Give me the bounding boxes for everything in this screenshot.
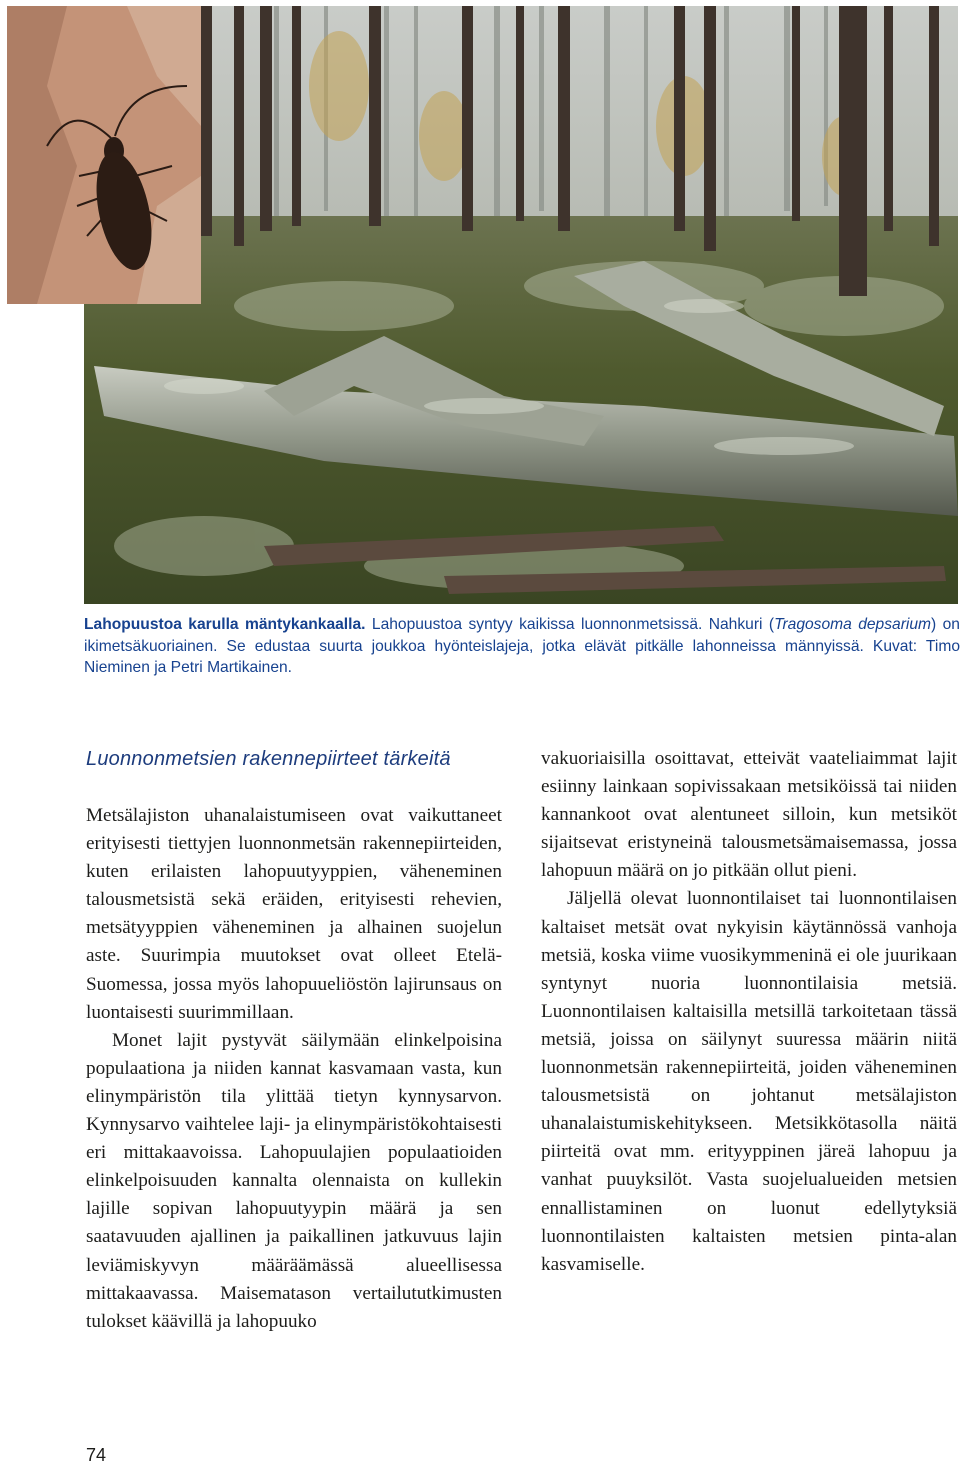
beetle-inset-photo	[7, 6, 201, 304]
page-number: 74	[86, 1445, 107, 1465]
paragraph: Monet lajit pystyvät säilymään elinkelpoisina populaationa ja niiden kannat kasvamaan vasta, kun elinympäristön tila ylittää tietyn kynnysarvon. Kynnysarvo vaihtelee laji- ja elinympäristökohtaisesti eri mittakaavoissa. Lahopuulajien populaatioiden elinkelpoisuuden kannalta olennaista on kullekin lajille sopivan lahopuutyypin määrä ja sen saatavuuden ajallinen ja paikallinen jatkuvuus lajin leviämiskyvyn määräämässä alueellisessa mittakaavassa. Maisematason vertailututkimusten tulokset käävillä ja lahopuuko	[86, 1029, 502, 1332]
body-column-left	[86, 802, 502, 1336]
body-column-right	[541, 745, 957, 1279]
caption-text-1: Lahopuustoa syntyy kaikissa luonnonmetsissä. Nahkuri (	[365, 616, 775, 633]
paragraph: vakuoriaisilla osoittavat, etteivät vaateliaimmat lajit esiinny lainkaan sopivissakaan metsiköissä tai niiden kannankoot ovat alentuneet silloin, kun metsiköt sijaitsevat eristyneinä talousmetsämaisemassa, jossa lahopuun määrä on jo pitkään ollut pieni.	[541, 748, 957, 882]
section-heading: Luonnonmetsien rakennepiirteet tärkeitä	[86, 748, 451, 770]
paragraph: Metsälajiston uhanalaistumiseen ovat vaikuttaneet erityisesti tiettyjen luonnonmetsän rakennepiirteiden, kuten erilaisten lahopuutyyppien, väheneminen talousmetsistä sekä eräiden, erityisesti rehevien, metsätyyppien väheneminen ja alhainen suojelun aste. Suurimpia muutokset ovat olleet Etelä-Suomessa, jossa myös lahopuueliöstön lajirunsaus on luontaisesti suurimmillaan.	[86, 805, 502, 1023]
caption-species-name: Tragosoma depsarium	[774, 616, 932, 633]
photo-caption	[84, 614, 960, 679]
paragraph: Jäljellä olevat luonnontilaiset tai luonnontilaisen kaltaiset metsät ovat nykyisin käytännössä vanhoja metsiä, koska viime vuosikymmeninä ei ole juurikaan syntynyt nuoria luonnontilaisia metsiä. Luonnontilaisen kaltaisilla metsillä tarkoitetaan tässä metsiä, joissa on säilynyt suuressa määrin niitä luonnonmetsän rakennepiirteitä, joiden väheneminen talousmetsistä on johtanut metsälajiston uhanalaistumiskehitykseen. Metsikkötasolla näitä piirteitä ovat mm. erityyppinen järeä lahopuu ja vanhat puuyksilöt. Vasta suojelualueiden metsien ennallistaminen on luonut edellytyksiä luonnontilaisten kaltaisten metsien pinta-alan kasvamiselle.	[541, 888, 957, 1275]
caption-bold-lead: Lahopuustoa karulla mäntykankaalla.	[84, 616, 366, 633]
forest-photo	[84, 6, 958, 604]
caption-text-2: ) on ikimetsäkuoriainen. Se edustaa suurta joukkoa hyönteislajeja, jotka elävät pitkälle lahonneissa männyissä. Kuvat: Timo Nieminen ja Petri Martikainen.	[84, 616, 960, 676]
